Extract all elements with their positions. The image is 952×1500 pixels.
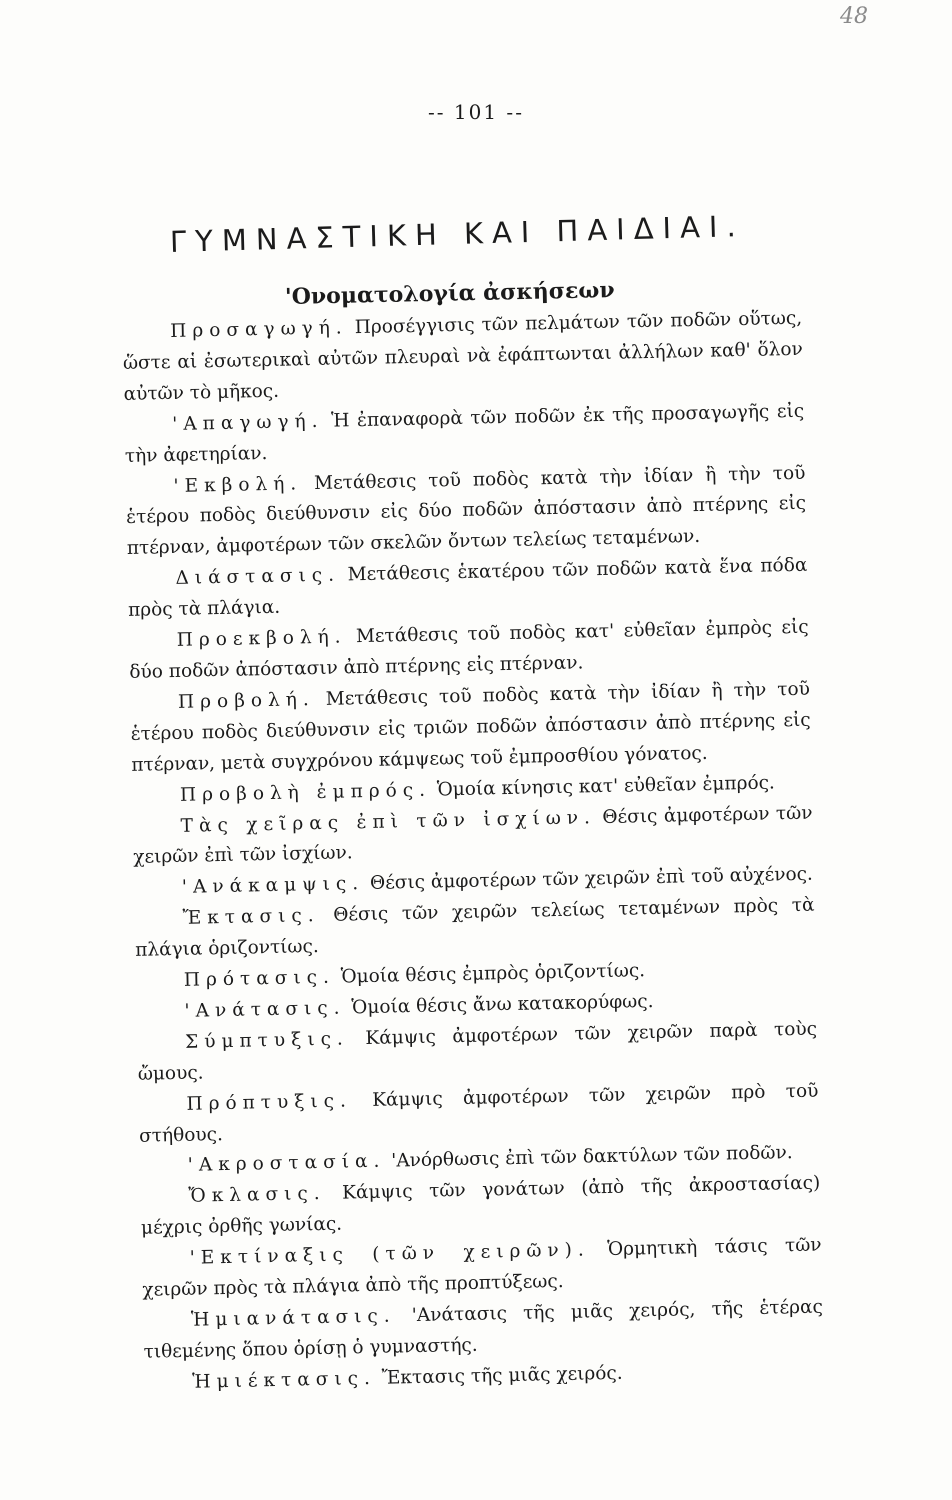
entry-definition: Μετάθεσις τοῦ ποδὸς κατὰ τὴν ἰδίαν ἢ τὴν τοῦ ἑτέρου ποδὸς διεύθυνσιν εἰς τριῶν ποδῶν ἀπόστασιν ἀπὸ πτέρνης εἰς πτέρναν, μετὰ συγχρόνου κάμψεως τοῦ ἐμπροσθίου γόνατος. <box>130 678 811 776</box>
entry-definition: Προσέγγισις τῶν πελμάτων τῶν ποδῶν οὕτως, ὥστε αἱ ἐσωτερικαὶ αὐτῶν πλευραὶ νὰ ἐφάπτωνται ἀλλήλων καθ' ὅλον αὐτῶν τὸ μῆκος. <box>122 307 804 405</box>
entry-definition: Ὁμοία θέσις ἄνω κατακορύφως. <box>351 990 654 1019</box>
entry-definition: Ἡ ἐπαναφορὰ τῶν ποδῶν ἐκ τῆς προσαγωγῆς εἰς τὴν ἀφετηρίαν. <box>124 400 805 467</box>
section-subtitle: 'Ονοματολογία ἀσκήσεων <box>284 277 615 311</box>
entry-definition: Κάμψις τῶν γονάτων (ἀπὸ τῆς ἀκροστασίας) μέχρις ὀρθῆς γωνίας. <box>140 1172 821 1240</box>
entry-term: 'Ακροστασία. <box>187 1151 386 1177</box>
entry-term: Ὄκλασις. <box>188 1183 326 1208</box>
entry-term: 'Εκβολή. <box>173 472 303 497</box>
entry-definition: 'Ανόρθωσις ἐπὶ τῶν δακτύλων τῶν ποδῶν. <box>391 1142 793 1173</box>
entry-definition: Ὁμοία θέσις ἐμπρὸς ὁριζοντίως. <box>340 960 646 988</box>
entry-term: Πρότασις. <box>183 966 336 991</box>
body-text <box>122 304 825 1400</box>
entry-term: 'Ανάτασις. <box>184 997 346 1022</box>
entry-definition: Θέσις ἀμφοτέρων τῶν χειρῶν ἐπὶ τῶν ἰσχίων. <box>133 802 813 869</box>
entry-definition: Κάμψις ἀμφοτέρων τῶν χειρῶν παρὰ τοὺς ὤμους. <box>137 1018 818 1085</box>
entry-term: Προεκβολή. <box>176 626 347 651</box>
entry-term: Τὰς χεῖρας ἐπὶ τῶν ἰσχίων. <box>180 806 597 837</box>
entry-definition: 'Ανάτασις τῆς μιᾶς χειρός, τῆς ἑτέρας τιθεμένης ὅπου ὁρίσῃ ὁ γυμναστής. <box>143 1296 824 1363</box>
entry-term: Πρόπτυξις. <box>186 1090 353 1115</box>
entry-term: Προβολή. <box>177 688 315 713</box>
entry-definition: Θέσις τῶν χειρῶν τελείως τεταμένων πρὸς τὰ πλάγια ὁριζοντίως. <box>135 894 815 961</box>
entry-term: 'Εκτίναξις (τῶν χειρῶν). <box>189 1239 591 1269</box>
entry-term: Προσαγωγή. <box>170 317 348 342</box>
entry-term: Ἡμιανάτασις. <box>190 1305 396 1331</box>
entry <box>130 675 812 782</box>
entry-definition: Μετάθεσις τοῦ ποδὸς κατ' εὐθεῖαν ἐμπρὸς εἰς δύο ποδῶν ἀπόστασιν ἀπὸ πτέρνης εἰς πτέρναν. <box>129 616 809 683</box>
chapter-title: ΓΥΜΝΑΣΤΙΚΗ ΚΑΙ ΠΑΙΔΙΑΙ. <box>169 209 746 260</box>
entry-term: Διάστασις. <box>175 564 341 590</box>
entry <box>125 458 807 565</box>
entry-term: 'Ανάκαμψις. <box>181 873 365 899</box>
entry-term: Σύμπτυξις. <box>184 1028 350 1053</box>
entry-term: Ἔκτασις. <box>182 905 320 930</box>
page-number: -- 101 -- <box>428 100 524 124</box>
entry-definition: Κάμψις ἀμφοτέρων τῶν χειρῶν πρὸ τοῦ στήθους. <box>138 1080 819 1147</box>
entry <box>122 304 804 411</box>
entry-definition: Ὁρμητικὴ τάσις τῶν χειρῶν πρὸς τὰ πλάγια ἀπὸ τῆς προπτύξεως. <box>142 1234 822 1301</box>
corner-mark: 48 <box>840 4 868 29</box>
entry-term: Προβολὴ ἐμπρός. <box>179 779 432 806</box>
entry-definition: Θέσις ἀμφοτέρων τῶν χειρῶν ἐπὶ τοῦ αὐχένος. <box>369 863 814 895</box>
entry-term: Ἡμιέκτασις. <box>192 1367 377 1393</box>
entry-definition: Μετάθεσις ἑκατέρου τῶν ποδῶν κατὰ ἕνα πόδα πρὸς τὰ πλάγια. <box>127 554 808 622</box>
entry-definition: Ὁμοία κίνησις κατ' εὐθεῖαν ἐμπρός. <box>436 772 776 801</box>
entry-definition: Μετάθεσις τοῦ ποδὸς κατὰ τὴν ἰδίαν ἢ τὴν τοῦ ἑτέρου ποδὸς διεύθυνσιν εἰς δύο ποδῶν ἀπόστασιν ἀπὸ πτέρνης εἰς πτέρναν, ἀμφοτέρων τῶν σκελῶν ὄντων τελείως τεταμένων. <box>125 462 807 560</box>
entry-definition: Ἔκτασις τῆς μιᾶς χειρός. <box>381 1362 623 1389</box>
entry-term: 'Απαγωγή. <box>172 410 324 435</box>
